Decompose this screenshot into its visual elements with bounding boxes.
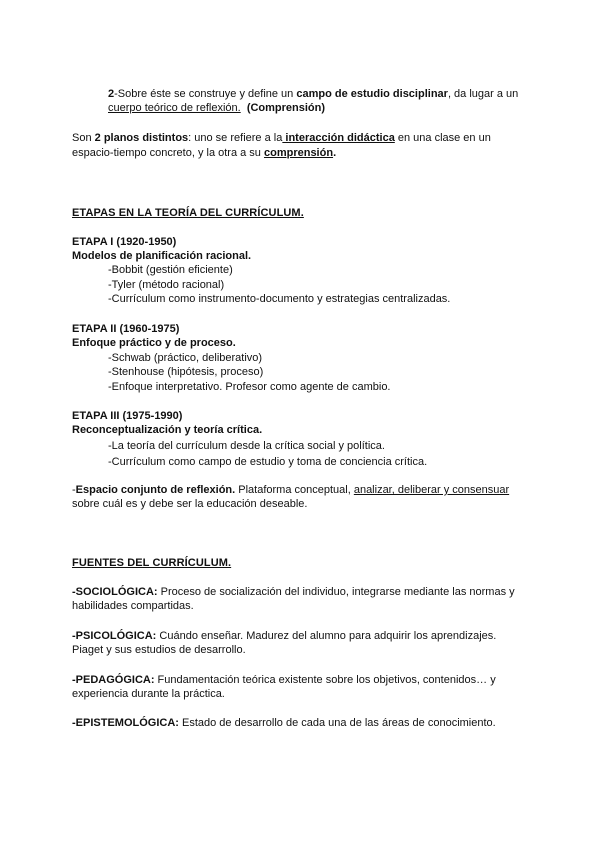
espacio-underlined: analizar, deliberar y consensuar [353, 484, 510, 496]
espacio-line-2: sobre cuál es y debe ser la educación deseable. [72, 498, 308, 510]
etapa-2-point: -Enfoque interpretativo. Profesor como agente de cambio. [108, 381, 391, 393]
planes-line-1 [72, 131, 491, 146]
planes-strong: 2 planos distintos [94, 132, 189, 144]
etapa-3-subtitle: Reconceptualización y teoría crítica. [72, 424, 263, 436]
fuente-label: -PSICOLÓGICA: [72, 630, 157, 642]
etapa-2-subtitle: Enfoque práctico y de proceso. [72, 337, 236, 349]
fuente-sociologica-line-2: habilidades compartidas. [72, 600, 194, 612]
etapa-1-title: ETAPA I (1920-1950) [72, 236, 177, 248]
fuente-label: -PEDAGÓGICA: [72, 674, 155, 686]
planes-text: : uno se refiere a la [188, 132, 283, 144]
point-2-text-end: , da lugar a un [447, 88, 519, 100]
fuente-text: Cuándo enseñar. Madurez del alumno para adquirir los aprendizajes. [156, 630, 497, 642]
etapa-1-point: -Tyler (método racional) [108, 279, 225, 291]
fuente-epistemologica-line-1 [72, 716, 496, 731]
fuente-label: -EPISTEMOLÓGICA: [72, 717, 179, 729]
fuente-text: Proceso de socialización del individuo, integrarse mediante las normas y [157, 586, 515, 598]
point-2-label: (Comprensión) [246, 102, 326, 114]
fuente-label: -SOCIOLÓGICA: [72, 586, 158, 598]
etapa-3-point: -La teoría del currículum desde la crítica social y política. [108, 440, 385, 452]
point-2-line-2 [108, 101, 325, 116]
planes-comprension: comprensión [263, 147, 334, 159]
fuente-pedagogica-line-1 [72, 673, 496, 688]
etapa-1-point: -Bobbit (gestión eficiente) [108, 264, 233, 276]
planes-text-end: en una clase en un [394, 132, 491, 144]
etapa-2-point: -Stenhouse (hipótesis, proceso) [108, 366, 264, 378]
point-2-text: -Sobre éste se construye y define un [114, 88, 297, 100]
planes-pre: Son [72, 132, 95, 144]
point-number: 2 [108, 88, 115, 100]
planes-interaccion: interacción didáctica [282, 132, 395, 144]
planes-line-2-text: espacio-tiempo concreto, y la otra a su [72, 147, 264, 159]
etapa-3-title: ETAPA III (1975-1990) [72, 410, 183, 422]
espacio-strong: Espacio conjunto de reflexión. [75, 484, 236, 496]
planes-line-2 [72, 146, 336, 161]
fuente-text: Fundamentación teórica existente sobre los objetivos, contenidos… y [154, 674, 496, 686]
fuente-psicologica-line-1 [72, 629, 496, 644]
fuente-pedagogica-line-2: experiencia durante la práctica. [72, 688, 225, 700]
etapa-3-point: -Currículum como campo de estudio y toma de conciencia crítica. [108, 456, 428, 468]
point-2-line-1 [108, 87, 518, 102]
etapa-2-point: -Schwab (práctico, deliberativo) [108, 352, 263, 364]
espacio-line-1 [72, 483, 509, 498]
etapa-2-title: ETAPA II (1960-1975) [72, 323, 180, 335]
planes-end: . [333, 147, 337, 159]
fuentes-heading: FUENTES DEL CURRÍCULUM. [72, 557, 232, 569]
espacio-text: Plataforma conceptual, [235, 484, 354, 496]
etapa-1-point: -Currículum como instrumento-documento y estrategias centralizadas. [108, 293, 451, 305]
etapa-1-subtitle: Modelos de planificación racional. [72, 250, 252, 262]
fuente-sociologica-line-1 [72, 585, 515, 600]
point-2-strong: campo de estudio disciplinar [296, 88, 448, 100]
point-2-underlined: cuerpo teórico de reflexión. [108, 102, 241, 114]
etapas-heading: ETAPAS EN LA TEORÍA DEL CURRÍCULUM. [72, 207, 304, 219]
fuente-text: Estado de desarrollo de cada una de las áreas de conocimiento. [178, 717, 496, 729]
fuente-psicologica-line-2: Piaget y sus estudios de desarrollo. [72, 644, 246, 656]
espacio-dash: - [72, 484, 76, 496]
